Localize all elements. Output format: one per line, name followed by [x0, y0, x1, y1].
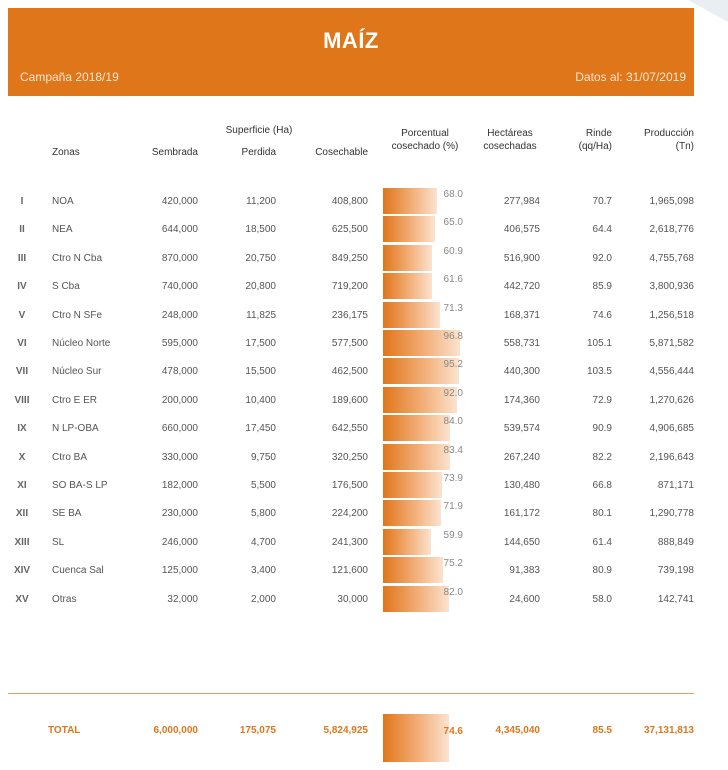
cosechable-value: 408,800 [331, 196, 368, 207]
total-produccion: 37,131,813 [643, 725, 694, 736]
cosechable-value: 241,300 [331, 536, 368, 548]
perdida-value: 5,500 [250, 480, 276, 491]
total-rinde: 85.5 [592, 725, 612, 736]
perdida-value: 3,400 [250, 565, 276, 577]
pct-value: 71.3 [443, 302, 463, 314]
hectareas-value: 174,360 [503, 394, 540, 406]
zone-number: V [18, 309, 26, 321]
produccion-value: 3,800,936 [649, 281, 694, 293]
zone-name: Ctro N SFe [52, 309, 103, 321]
total-perdida: 175,075 [239, 725, 276, 736]
perdida-value: 4,700 [250, 536, 276, 548]
rinde-value: 82.2 [592, 451, 612, 463]
hectareas-value: 130,480 [503, 480, 540, 491]
table-row [0, 470, 728, 498]
pct-value: 75.2 [443, 558, 463, 570]
rinde-value: 103.5 [586, 366, 612, 378]
sembrada-value: 246,000 [161, 536, 198, 548]
pct-bar-cell [383, 328, 483, 356]
cosechable-value: 30,000 [337, 593, 368, 605]
pct-value: 73.9 [443, 473, 463, 484]
sembrada-value: 595,000 [161, 338, 198, 349]
produccion-value: 2,196,643 [649, 451, 694, 463]
zone-number: VII [15, 366, 29, 378]
zone-number: XIII [14, 536, 30, 548]
zone-name: Otras [52, 593, 77, 605]
pct-value: 65.0 [443, 217, 463, 229]
produccion-value: 1,965,098 [649, 196, 694, 207]
col-hectareas [472, 127, 548, 153]
pct-value: 71.9 [443, 501, 463, 513]
cosechable-value: 462,500 [331, 366, 368, 378]
cosechable-value: 849,250 [331, 252, 368, 264]
col-porcentual-line1: Porcentual [401, 128, 449, 139]
report-header [8, 8, 694, 96]
sembrada-value: 230,000 [161, 508, 198, 520]
produccion-value: 1,256,518 [649, 309, 694, 321]
zone-number: XIV [13, 565, 31, 577]
produccion-value: 4,556,444 [649, 366, 694, 378]
report-title: MAÍZ [323, 28, 379, 53]
pct-bar-cell [383, 385, 483, 413]
zone-name: Ctro BA [52, 451, 88, 463]
pct-value: 92.0 [443, 387, 463, 399]
total-row [0, 714, 728, 742]
hectareas-value: 168,371 [503, 309, 540, 321]
table-row [0, 555, 728, 583]
sembrada-value: 182,000 [161, 480, 198, 491]
col-sembrada: Sembrada [151, 147, 198, 158]
perdida-value: 11,825 [246, 309, 276, 321]
col-rinde [560, 127, 612, 153]
table-row [0, 214, 728, 242]
col-produccion [620, 127, 694, 153]
produccion-value: 4,906,685 [649, 423, 694, 435]
sembrada-value: 740,000 [161, 281, 198, 293]
produccion-value: 871,171 [657, 480, 694, 491]
pct-bar-cell [383, 356, 483, 384]
produccion-value: 4,755,768 [649, 252, 694, 264]
hectareas-value: 144,650 [503, 536, 540, 548]
pct-value: 83.4 [443, 444, 463, 456]
zone-name: Cuenca Sal [52, 565, 104, 577]
col-produccion-line1: Producción [643, 128, 694, 139]
produccion-value: 739,198 [657, 565, 694, 577]
hectareas-value: 516,900 [503, 252, 540, 264]
col-porcentual-line2: cosechado (%) [391, 141, 459, 152]
zone-name: SO BA-S LP [52, 480, 108, 491]
zone-number: X [18, 451, 26, 463]
zone-number: XII [15, 508, 29, 520]
produccion-value: 1,270,626 [649, 394, 694, 406]
hectareas-value: 440,300 [503, 366, 540, 378]
zone-number: III [17, 252, 27, 264]
pct-bar-cell [383, 243, 483, 271]
pct-bar-cell [383, 498, 483, 526]
cosechable-value: 121,600 [331, 565, 368, 577]
sembrada-value: 125,000 [161, 565, 198, 577]
table-row [0, 527, 728, 555]
pct-value: 61.6 [443, 274, 463, 286]
zone-name: NEA [52, 224, 73, 236]
table-row [0, 300, 728, 328]
hectareas-value: 161,172 [503, 508, 540, 520]
perdida-value: 17,450 [245, 423, 276, 435]
pct-bar-cell [383, 584, 483, 612]
pct-value: 68.0 [443, 189, 463, 200]
sembrada-value: 478,000 [161, 366, 198, 378]
pct-value: 96.8 [443, 331, 463, 342]
sembrada-value: 420,000 [161, 196, 198, 207]
hectareas-value: 91,383 [509, 565, 540, 577]
rinde-value: 66.8 [592, 480, 612, 491]
perdida-value: 17,500 [245, 338, 276, 349]
hectareas-value: 277,984 [503, 196, 540, 207]
rinde-value: 80.1 [592, 508, 612, 520]
table-row [0, 186, 728, 214]
rinde-value: 72.9 [592, 394, 612, 406]
cosechable-value: 189,600 [331, 394, 368, 406]
col-zonas: Zonas [52, 147, 80, 158]
cosechable-value: 236,175 [331, 309, 368, 321]
rinde-value: 61.4 [592, 536, 612, 548]
zone-number: XI [17, 480, 27, 491]
pct-bar-cell [383, 470, 483, 498]
sembrada-value: 870,000 [161, 252, 198, 264]
sembrada-value: 248,000 [161, 309, 198, 321]
table-row [0, 243, 728, 271]
cosechable-value: 577,500 [331, 338, 368, 349]
cosechable-value: 224,200 [331, 508, 368, 520]
col-hectareas-line2: cosechadas [483, 141, 537, 152]
col-porcentual [380, 127, 470, 153]
total-hectareas: 4,345,040 [495, 725, 540, 736]
zone-name: NOA [52, 196, 74, 207]
zone-number: VI [17, 338, 27, 349]
produccion-value: 142,741 [657, 593, 694, 605]
zone-name: N LP-OBA [52, 423, 99, 435]
rinde-value: 70.7 [592, 196, 612, 207]
col-perdida: Perdida [241, 147, 276, 158]
sembrada-value: 644,000 [161, 224, 198, 236]
table-row [0, 328, 728, 356]
zone-name: S Cba [52, 281, 80, 293]
rinde-value: 64.4 [592, 224, 612, 236]
zone-name: Ctro N Cba [52, 252, 103, 264]
table-row [0, 356, 728, 384]
hectareas-value: 24,600 [509, 593, 540, 605]
rinde-value: 90.9 [592, 423, 612, 435]
col-rinde-line1: Rinde [585, 128, 612, 139]
total-pct-bar [383, 714, 449, 762]
perdida-value: 15,500 [245, 366, 276, 378]
rinde-value: 80.9 [592, 565, 612, 577]
pct-value: 59.9 [443, 529, 463, 541]
hectareas-value: 406,575 [503, 224, 540, 236]
cosechable-value: 176,500 [331, 480, 368, 491]
perdida-value: 11,200 [246, 196, 276, 207]
col-cosechable: Cosechable [315, 147, 368, 158]
sembrada-value: 200,000 [161, 394, 198, 406]
zone-number: VIII [14, 394, 30, 406]
perdida-value: 5,800 [250, 508, 276, 520]
pct-bar-cell [383, 271, 483, 299]
table-row [0, 498, 728, 526]
table-row [0, 413, 728, 441]
pct-bar-cell [383, 555, 483, 583]
cosechable-value: 625,500 [331, 224, 368, 236]
pct-value: 95.2 [443, 359, 463, 371]
col-superficie: Superficie (Ha) [225, 125, 293, 136]
table-row [0, 442, 728, 470]
zone-number: II [19, 224, 25, 236]
campaign-label: Campaña 2018/19 [20, 70, 119, 84]
pct-bar-cell [383, 442, 483, 470]
zone-name: Ctro E ER [52, 394, 98, 406]
perdida-value: 20,800 [245, 281, 276, 293]
total-divider [8, 693, 694, 694]
produccion-value: 5,871,582 [649, 338, 694, 349]
pct-value: 82.0 [443, 586, 463, 598]
sembrada-value: 330,000 [161, 451, 198, 463]
table-row [0, 584, 728, 612]
zone-number: I [20, 196, 24, 207]
total-pct-value: 74.6 [443, 726, 463, 737]
rinde-value: 74.6 [592, 309, 612, 321]
table-row [0, 385, 728, 413]
zone-name: SL [52, 536, 65, 548]
produccion-value: 888,849 [657, 536, 694, 548]
sembrada-value: 32,000 [167, 593, 198, 605]
cosechable-value: 320,250 [331, 451, 368, 463]
hectareas-value: 267,240 [503, 451, 540, 463]
perdida-value: 2,000 [250, 593, 276, 605]
table-row [0, 271, 728, 299]
zone-name: Núcleo Norte [52, 338, 111, 349]
zone-number: IV [17, 281, 27, 293]
perdida-value: 18,500 [245, 224, 276, 236]
cosechable-value: 719,200 [331, 281, 368, 293]
pct-bar-cell [383, 527, 483, 555]
pct-bar-cell [383, 186, 483, 214]
pct-bar-cell [383, 214, 483, 242]
col-hectareas-line1: Hectáreas [487, 128, 533, 139]
pct-value: 60.9 [443, 245, 463, 257]
rinde-value: 85.9 [592, 281, 612, 293]
cosechable-value: 642,550 [331, 423, 368, 435]
page-corner-decoration [688, 0, 728, 22]
hectareas-value: 442,720 [503, 281, 540, 293]
hectareas-value: 558,731 [503, 338, 540, 349]
rinde-value: 105.1 [586, 338, 612, 349]
rinde-value: 92.0 [592, 252, 612, 264]
col-rinde-line2: (qq/Ha) [578, 141, 612, 152]
perdida-value: 10,400 [245, 394, 276, 406]
produccion-value: 1,290,778 [649, 508, 694, 520]
col-produccion-line2: (Tn) [675, 141, 694, 152]
hectareas-value: 539,574 [503, 423, 540, 435]
zone-number: XV [15, 593, 29, 605]
pct-bar-cell [383, 300, 483, 328]
zone-name: Núcleo Sur [52, 366, 102, 378]
perdida-value: 20,750 [245, 252, 276, 264]
zone-number: IX [17, 423, 27, 435]
produccion-value: 2,618,776 [649, 224, 694, 236]
total-label: TOTAL [48, 725, 81, 736]
pct-bar-cell [383, 413, 483, 441]
data-date-label: Datos al: 31/07/2019 [575, 70, 686, 84]
total-cosechable: 5,824,925 [323, 725, 368, 736]
total-pct-bar-cell [383, 714, 483, 742]
sembrada-value: 660,000 [161, 423, 198, 435]
zone-name: SE BA [52, 508, 82, 520]
perdida-value: 9,750 [250, 451, 276, 463]
pct-value: 84.0 [443, 416, 463, 428]
rinde-value: 58.0 [592, 593, 612, 605]
total-sembrada: 6,000,000 [153, 725, 198, 736]
